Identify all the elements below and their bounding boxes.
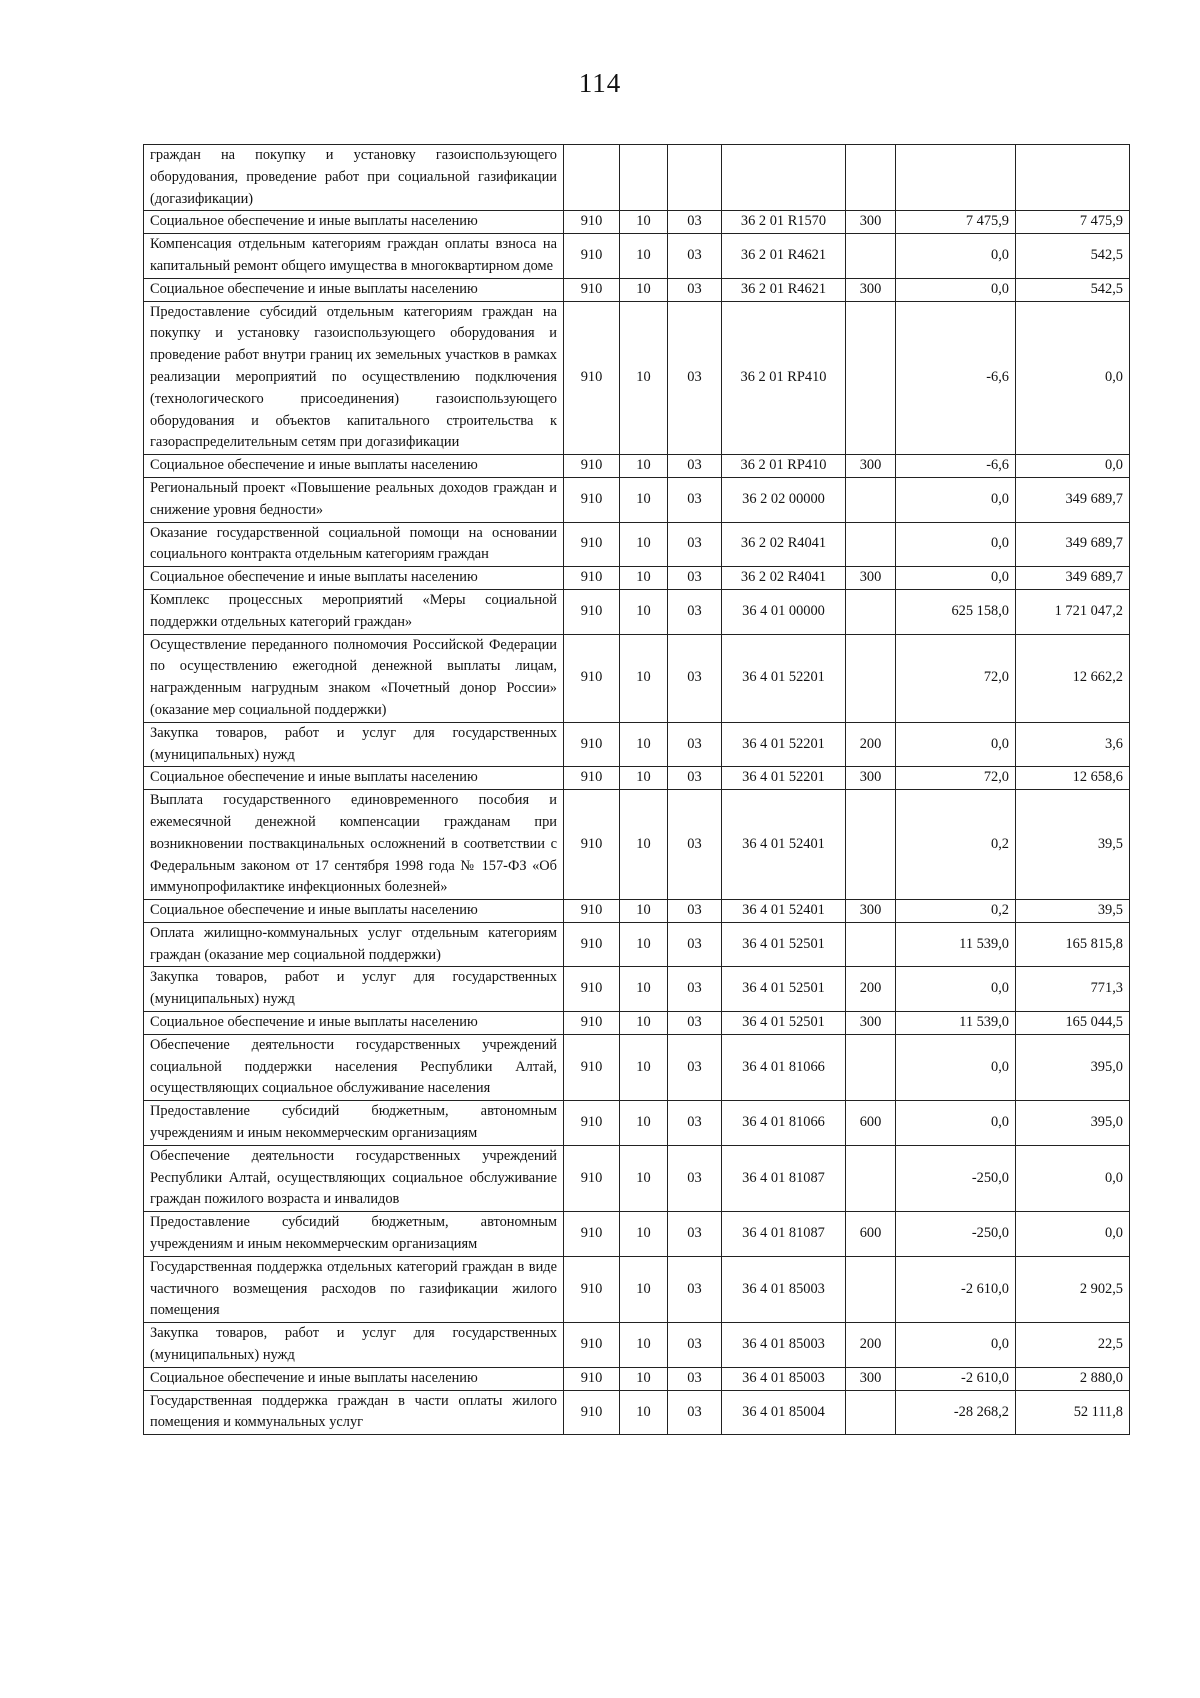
row-target-article-cell: 36 2 01 RP410 <box>722 455 846 478</box>
table-row <box>144 567 1130 590</box>
row-subsection-cell: 03 <box>668 1256 722 1322</box>
row-section-cell: 10 <box>620 1212 668 1257</box>
row-expense-type-cell <box>846 1256 896 1322</box>
row-grbs-cell: 910 <box>564 767 620 790</box>
row-expense-type-cell: 600 <box>846 1101 896 1146</box>
table-row <box>144 1323 1130 1368</box>
row-grbs-cell: 910 <box>564 567 620 590</box>
row-amount-1-cell: -250,0 <box>896 1145 1016 1211</box>
row-subsection-cell: 03 <box>668 589 722 634</box>
row-grbs-cell: 910 <box>564 211 620 234</box>
table-row <box>144 790 1130 900</box>
row-section-cell: 10 <box>620 567 668 590</box>
row-grbs-cell: 910 <box>564 455 620 478</box>
row-grbs-cell: 910 <box>564 1101 620 1146</box>
row-section-cell: 10 <box>620 900 668 923</box>
row-grbs-cell: 910 <box>564 522 620 567</box>
row-amount-2-cell: 22,5 <box>1016 1323 1130 1368</box>
row-amount-2-cell: 12 658,6 <box>1016 767 1130 790</box>
row-amount-1-cell: 0,2 <box>896 790 1016 900</box>
table-row <box>144 900 1130 923</box>
row-grbs-cell: 910 <box>564 234 620 279</box>
row-name-cell: Выплата государственного единовременного пособия и ежемесячной денежной компенсации гражданам при возникновении поствакцинальных осложнений в соответствии с Федеральным законом от 17 сентября 1998 года № 157-ФЗ «Об иммунопрофилактике инфекционных болезней» <box>144 790 564 900</box>
row-expense-type-cell <box>846 1390 896 1435</box>
row-section-cell: 10 <box>620 1256 668 1322</box>
table-row <box>144 1012 1130 1035</box>
page-number: 114 <box>578 68 622 98</box>
row-expense-type-cell: 300 <box>846 455 896 478</box>
table-row <box>144 767 1130 790</box>
table-row <box>144 211 1130 234</box>
row-expense-type-cell <box>846 477 896 522</box>
row-name-cell: Обеспечение деятельности государственных учреждений социальной поддержки населения Республики Алтай, осуществляющих социальное обслуживание населения <box>144 1034 564 1100</box>
row-amount-1-cell: -2 610,0 <box>896 1367 1016 1390</box>
table-row <box>144 589 1130 634</box>
row-grbs-cell: 910 <box>564 1256 620 1322</box>
row-amount-2-cell: 0,0 <box>1016 1145 1130 1211</box>
row-section-cell: 10 <box>620 634 668 722</box>
row-target-article-cell: 36 2 01 RP410 <box>722 301 846 455</box>
row-expense-type-cell <box>846 1034 896 1100</box>
row-amount-2-cell: 349 689,7 <box>1016 477 1130 522</box>
row-expense-type-cell: 300 <box>846 767 896 790</box>
row-amount-2-cell: 39,5 <box>1016 900 1130 923</box>
row-amount-1-cell: 0,2 <box>896 900 1016 923</box>
row-grbs-cell: 910 <box>564 790 620 900</box>
row-grbs-cell: 910 <box>564 1323 620 1368</box>
row-amount-2-cell: 349 689,7 <box>1016 567 1130 590</box>
row-section-cell: 10 <box>620 1034 668 1100</box>
row-subsection-cell: 03 <box>668 790 722 900</box>
table-row <box>144 1256 1130 1322</box>
row-amount-1-cell: 11 539,0 <box>896 922 1016 967</box>
row-section-cell: 10 <box>620 790 668 900</box>
row-section-cell: 10 <box>620 589 668 634</box>
row-name-cell: Социальное обеспечение и иные выплаты населению <box>144 567 564 590</box>
table-body <box>144 145 1130 1435</box>
row-amount-1-cell: -250,0 <box>896 1212 1016 1257</box>
row-subsection-cell: 03 <box>668 301 722 455</box>
row-amount-2-cell: 0,0 <box>1016 1212 1130 1257</box>
row-grbs-cell: 910 <box>564 722 620 767</box>
row-expense-type-cell: 300 <box>846 1012 896 1035</box>
row-grbs-cell: 910 <box>564 1367 620 1390</box>
row-amount-2-cell: 52 111,8 <box>1016 1390 1130 1435</box>
row-name-cell: Социальное обеспечение и иные выплаты населению <box>144 900 564 923</box>
row-amount-2-cell: 165 815,8 <box>1016 922 1130 967</box>
row-target-article-cell: 36 4 01 52501 <box>722 967 846 1012</box>
row-subsection-cell: 03 <box>668 1012 722 1035</box>
row-subsection-cell: 03 <box>668 922 722 967</box>
row-amount-2-cell: 0,0 <box>1016 455 1130 478</box>
row-amount-2-cell: 165 044,5 <box>1016 1012 1130 1035</box>
row-section-cell: 10 <box>620 477 668 522</box>
row-expense-type-cell <box>846 1145 896 1211</box>
row-section-cell: 10 <box>620 1145 668 1211</box>
row-name-cell: Закупка товаров, работ и услуг для государственных (муниципальных) нужд <box>144 967 564 1012</box>
row-amount-2-cell: 2 880,0 <box>1016 1367 1130 1390</box>
row-name-cell: Государственная поддержка отдельных категорий граждан в виде частичного возмещения расходов по газификации жилого помещения <box>144 1256 564 1322</box>
table-row <box>144 1101 1130 1146</box>
row-target-article-cell: 36 4 01 52401 <box>722 900 846 923</box>
row-name-cell: Социальное обеспечение и иные выплаты населению <box>144 211 564 234</box>
row-subsection-cell <box>668 145 722 211</box>
row-target-article-cell: 36 2 01 R4621 <box>722 278 846 301</box>
row-target-article-cell: 36 4 01 85004 <box>722 1390 846 1435</box>
row-expense-type-cell: 200 <box>846 722 896 767</box>
table-row <box>144 634 1130 722</box>
row-subsection-cell: 03 <box>668 1367 722 1390</box>
row-amount-2-cell: 395,0 <box>1016 1101 1130 1146</box>
row-amount-1-cell: 0,0 <box>896 1101 1016 1146</box>
table-row <box>144 234 1130 279</box>
row-expense-type-cell <box>846 301 896 455</box>
row-expense-type-cell: 200 <box>846 967 896 1012</box>
table-row <box>144 1034 1130 1100</box>
row-amount-2-cell: 3,6 <box>1016 722 1130 767</box>
row-name-cell: Социальное обеспечение и иные выплаты населению <box>144 1012 564 1035</box>
row-amount-2-cell: 349 689,7 <box>1016 522 1130 567</box>
row-target-article-cell: 36 4 01 85003 <box>722 1256 846 1322</box>
row-subsection-cell: 03 <box>668 278 722 301</box>
row-amount-2-cell: 1 721 047,2 <box>1016 589 1130 634</box>
row-amount-1-cell: 625 158,0 <box>896 589 1016 634</box>
row-target-article-cell: 36 4 01 52401 <box>722 790 846 900</box>
row-amount-1-cell: 0,0 <box>896 722 1016 767</box>
row-amount-1-cell: -28 268,2 <box>896 1390 1016 1435</box>
row-section-cell: 10 <box>620 455 668 478</box>
row-target-article-cell: 36 4 01 81087 <box>722 1212 846 1257</box>
row-amount-1-cell: 0,0 <box>896 1323 1016 1368</box>
row-name-cell: Социальное обеспечение и иные выплаты населению <box>144 1367 564 1390</box>
row-subsection-cell: 03 <box>668 1323 722 1368</box>
row-section-cell: 10 <box>620 1012 668 1035</box>
row-amount-2-cell: 7 475,9 <box>1016 211 1130 234</box>
row-name-cell: Компенсация отдельным категориям граждан оплаты взноса на капитальный ремонт общего имущества в многоквартирном доме <box>144 234 564 279</box>
row-expense-type-cell <box>846 922 896 967</box>
row-name-cell: Социальное обеспечение и иные выплаты населению <box>144 767 564 790</box>
table-row <box>144 301 1130 455</box>
row-amount-2-cell <box>1016 145 1130 211</box>
row-expense-type-cell: 300 <box>846 1367 896 1390</box>
row-amount-2-cell: 2 902,5 <box>1016 1256 1130 1322</box>
row-grbs-cell: 910 <box>564 1390 620 1435</box>
row-amount-1-cell: 0,0 <box>896 1034 1016 1100</box>
row-section-cell: 10 <box>620 722 668 767</box>
row-target-article-cell: 36 4 01 85003 <box>722 1323 846 1368</box>
row-subsection-cell: 03 <box>668 1034 722 1100</box>
table-row <box>144 1390 1130 1435</box>
row-grbs-cell: 910 <box>564 1145 620 1211</box>
table-row <box>144 722 1130 767</box>
row-amount-1-cell: 72,0 <box>896 767 1016 790</box>
row-subsection-cell: 03 <box>668 1390 722 1435</box>
row-subsection-cell: 03 <box>668 234 722 279</box>
row-expense-type-cell <box>846 634 896 722</box>
row-section-cell: 10 <box>620 922 668 967</box>
row-target-article-cell: 36 4 01 52201 <box>722 722 846 767</box>
row-grbs-cell: 910 <box>564 1212 620 1257</box>
row-amount-1-cell: -6,6 <box>896 301 1016 455</box>
row-target-article-cell: 36 2 01 R4621 <box>722 234 846 279</box>
row-name-cell: Комплекс процессных мероприятий «Меры социальной поддержки отдельных категорий граждан» <box>144 589 564 634</box>
row-target-article-cell: 36 2 01 R1570 <box>722 211 846 234</box>
row-target-article-cell: 36 2 02 R4041 <box>722 522 846 567</box>
row-grbs-cell: 910 <box>564 589 620 634</box>
row-expense-type-cell: 300 <box>846 211 896 234</box>
row-grbs-cell: 910 <box>564 967 620 1012</box>
row-target-article-cell <box>722 145 846 211</box>
row-name-cell: Социальное обеспечение и иные выплаты населению <box>144 455 564 478</box>
row-amount-1-cell: -2 610,0 <box>896 1256 1016 1322</box>
row-target-article-cell: 36 4 01 81066 <box>722 1101 846 1146</box>
row-subsection-cell: 03 <box>668 522 722 567</box>
row-grbs-cell: 910 <box>564 278 620 301</box>
row-amount-2-cell: 542,5 <box>1016 278 1130 301</box>
row-grbs-cell: 910 <box>564 301 620 455</box>
row-amount-2-cell: 542,5 <box>1016 234 1130 279</box>
row-name-cell: Осуществление переданного полномочия Российской Федерации по осуществлению ежегодной денежной выплаты лицам, награжденным нагрудным знаком «Почетный донор России» (оказание мер социальной поддержки) <box>144 634 564 722</box>
row-expense-type-cell <box>846 145 896 211</box>
row-section-cell: 10 <box>620 301 668 455</box>
table-row <box>144 1212 1130 1257</box>
row-amount-1-cell: 0,0 <box>896 522 1016 567</box>
row-expense-type-cell <box>846 522 896 567</box>
row-subsection-cell: 03 <box>668 1101 722 1146</box>
row-subsection-cell: 03 <box>668 455 722 478</box>
table-row <box>144 967 1130 1012</box>
row-expense-type-cell: 600 <box>846 1212 896 1257</box>
row-expense-type-cell: 200 <box>846 1323 896 1368</box>
row-expense-type-cell: 300 <box>846 900 896 923</box>
row-name-cell: Предоставление субсидий бюджетным, автономным учреждениям и иным некоммерческим организациям <box>144 1212 564 1257</box>
table-row <box>144 455 1130 478</box>
row-amount-1-cell: -6,6 <box>896 455 1016 478</box>
row-target-article-cell: 36 4 01 52201 <box>722 634 846 722</box>
row-subsection-cell: 03 <box>668 634 722 722</box>
table-row <box>144 145 1130 211</box>
row-subsection-cell: 03 <box>668 900 722 923</box>
row-name-cell: Предоставление субсидий бюджетным, автономным учреждениям и иным некоммерческим организациям <box>144 1101 564 1146</box>
budget-table <box>143 144 1130 1435</box>
row-amount-1-cell: 0,0 <box>896 477 1016 522</box>
row-grbs-cell <box>564 145 620 211</box>
row-amount-2-cell: 12 662,2 <box>1016 634 1130 722</box>
row-amount-1-cell: 0,0 <box>896 234 1016 279</box>
row-amount-1-cell: 0,0 <box>896 567 1016 590</box>
table-row <box>144 1145 1130 1211</box>
row-subsection-cell: 03 <box>668 1145 722 1211</box>
row-section-cell: 10 <box>620 522 668 567</box>
row-name-cell: граждан на покупку и установку газоиспользующего оборудования, проведение работ при социальной газификации (догазификации) <box>144 145 564 211</box>
row-subsection-cell: 03 <box>668 211 722 234</box>
row-grbs-cell: 910 <box>564 922 620 967</box>
row-grbs-cell: 910 <box>564 477 620 522</box>
row-section-cell <box>620 145 668 211</box>
row-grbs-cell: 910 <box>564 634 620 722</box>
row-amount-1-cell <box>896 145 1016 211</box>
row-amount-2-cell: 395,0 <box>1016 1034 1130 1100</box>
row-name-cell: Оказание государственной социальной помощи на основании социального контракта отдельным категориям граждан <box>144 522 564 567</box>
row-subsection-cell: 03 <box>668 767 722 790</box>
row-target-article-cell: 36 4 01 81087 <box>722 1145 846 1211</box>
row-section-cell: 10 <box>620 1323 668 1368</box>
row-grbs-cell: 910 <box>564 1012 620 1035</box>
table-row <box>144 922 1130 967</box>
row-name-cell: Оплата жилищно-коммунальных услуг отдельным категориям граждан (оказание мер социальной поддержки) <box>144 922 564 967</box>
row-amount-2-cell: 771,3 <box>1016 967 1130 1012</box>
row-amount-1-cell: 7 475,9 <box>896 211 1016 234</box>
row-name-cell: Закупка товаров, работ и услуг для государственных (муниципальных) нужд <box>144 1323 564 1368</box>
row-amount-1-cell: 0,0 <box>896 278 1016 301</box>
row-name-cell: Закупка товаров, работ и услуг для государственных (муниципальных) нужд <box>144 722 564 767</box>
row-target-article-cell: 36 4 01 52201 <box>722 767 846 790</box>
row-target-article-cell: 36 4 01 81066 <box>722 1034 846 1100</box>
row-amount-1-cell: 72,0 <box>896 634 1016 722</box>
row-subsection-cell: 03 <box>668 967 722 1012</box>
row-name-cell: Обеспечение деятельности государственных учреждений Республики Алтай, осуществляющих социальное обслуживание граждан пожилого возраста и инвалидов <box>144 1145 564 1211</box>
row-target-article-cell: 36 4 01 85003 <box>722 1367 846 1390</box>
row-amount-1-cell: 11 539,0 <box>896 1012 1016 1035</box>
row-expense-type-cell <box>846 790 896 900</box>
row-subsection-cell: 03 <box>668 567 722 590</box>
row-target-article-cell: 36 2 02 00000 <box>722 477 846 522</box>
row-subsection-cell: 03 <box>668 1212 722 1257</box>
row-section-cell: 10 <box>620 1390 668 1435</box>
row-section-cell: 10 <box>620 234 668 279</box>
table-row <box>144 1367 1130 1390</box>
row-section-cell: 10 <box>620 211 668 234</box>
row-name-cell: Государственная поддержка граждан в части оплаты жилого помещения и коммунальных услуг <box>144 1390 564 1435</box>
row-amount-2-cell: 39,5 <box>1016 790 1130 900</box>
row-name-cell: Предоставление субсидий отдельным категориям граждан на покупку и установку газоиспользующего оборудования и проведение работ внутри границ их земельных участков в рамках реализации мероприятий по осуществлению подключения (технологического присоединения) газоиспользующего оборудования и объектов капитального строительства к газораспределительным сетям при догазификации <box>144 301 564 455</box>
table-row <box>144 522 1130 567</box>
row-section-cell: 10 <box>620 1101 668 1146</box>
row-target-article-cell: 36 4 01 00000 <box>722 589 846 634</box>
row-expense-type-cell <box>846 589 896 634</box>
table-row <box>144 477 1130 522</box>
row-grbs-cell: 910 <box>564 1034 620 1100</box>
row-section-cell: 10 <box>620 967 668 1012</box>
row-amount-1-cell: 0,0 <box>896 967 1016 1012</box>
row-section-cell: 10 <box>620 1367 668 1390</box>
row-expense-type-cell: 300 <box>846 567 896 590</box>
row-name-cell: Социальное обеспечение и иные выплаты населению <box>144 278 564 301</box>
row-expense-type-cell <box>846 234 896 279</box>
row-amount-2-cell: 0,0 <box>1016 301 1130 455</box>
row-target-article-cell: 36 4 01 52501 <box>722 922 846 967</box>
row-expense-type-cell: 300 <box>846 278 896 301</box>
row-section-cell: 10 <box>620 767 668 790</box>
row-target-article-cell: 36 4 01 52501 <box>722 1012 846 1035</box>
row-grbs-cell: 910 <box>564 900 620 923</box>
row-target-article-cell: 36 2 02 R4041 <box>722 567 846 590</box>
table-row <box>144 278 1130 301</box>
row-section-cell: 10 <box>620 278 668 301</box>
row-subsection-cell: 03 <box>668 722 722 767</box>
row-name-cell: Региональный проект «Повышение реальных доходов граждан и снижение уровня бедности» <box>144 477 564 522</box>
row-subsection-cell: 03 <box>668 477 722 522</box>
